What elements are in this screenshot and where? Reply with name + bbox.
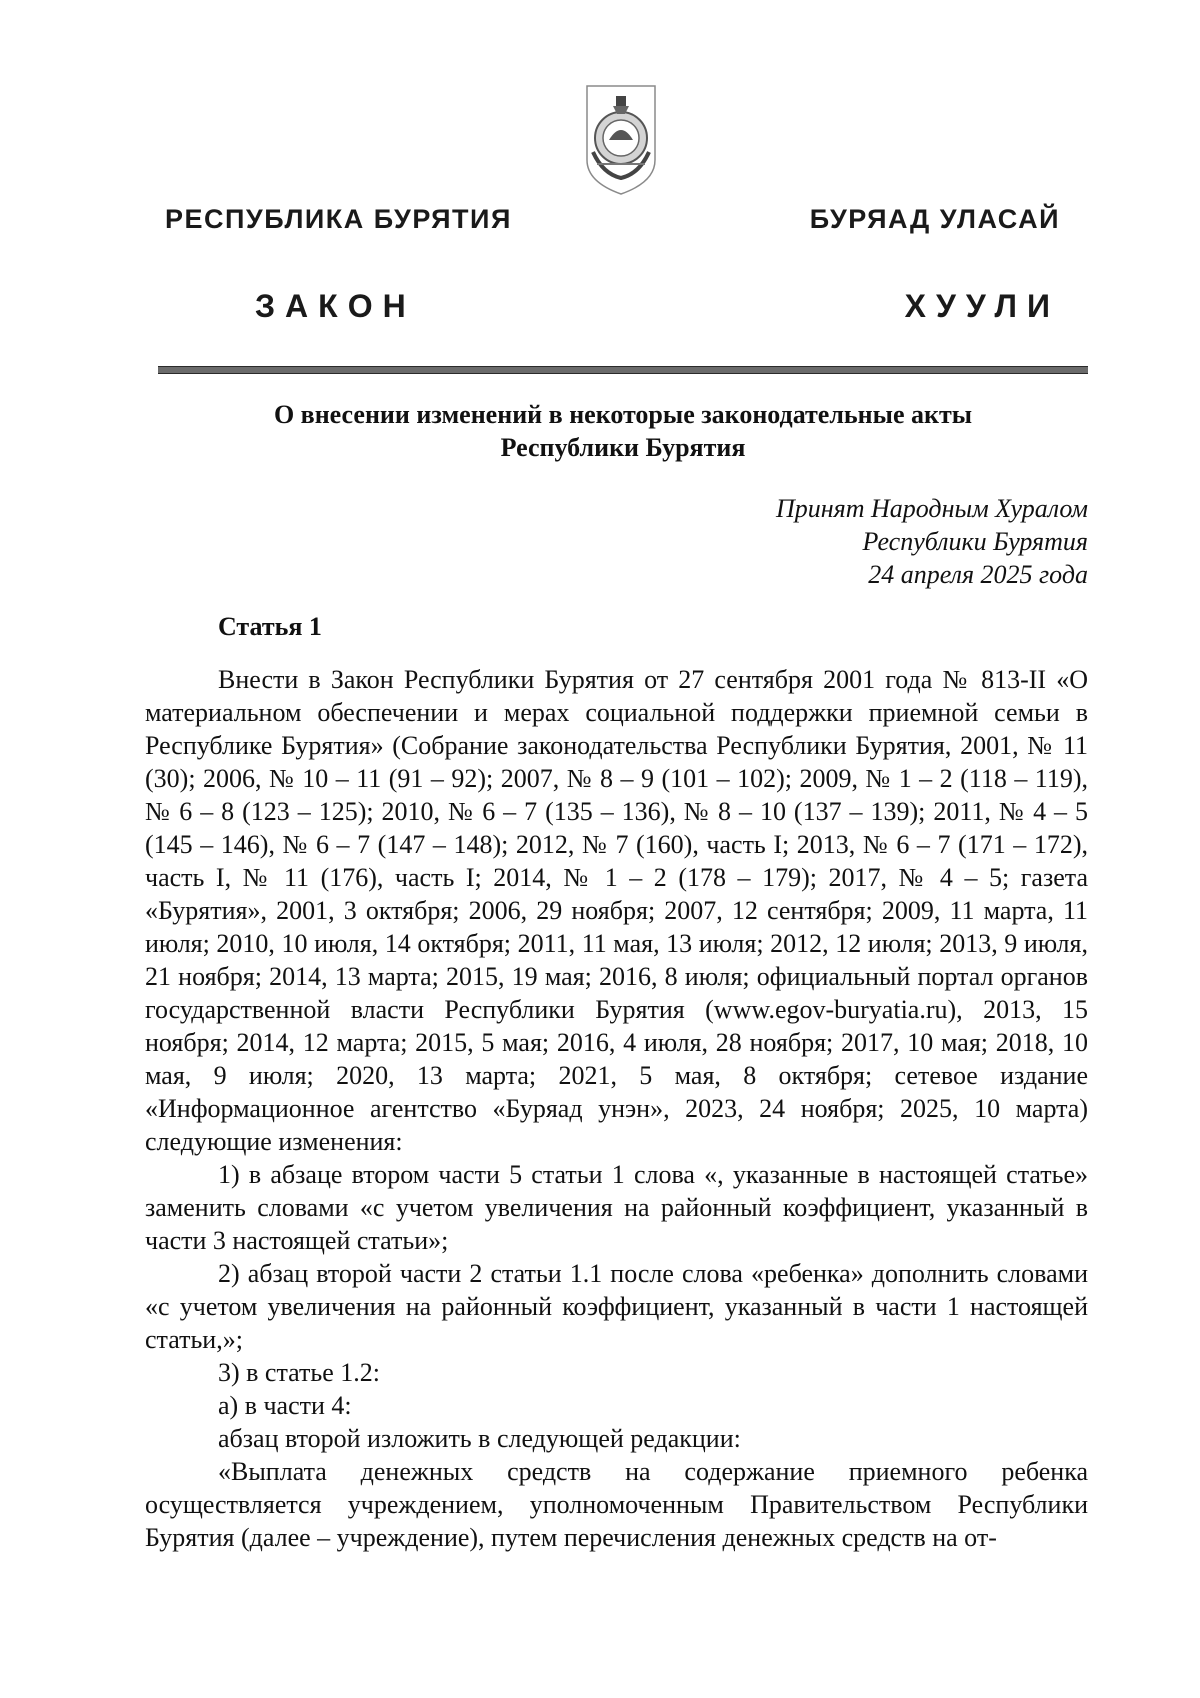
paragraph: 3) в статье 1.2: xyxy=(218,1358,381,1387)
header-divider xyxy=(158,366,1088,374)
republic-name-bua: БУРЯАД УЛАСАЙ xyxy=(809,204,1060,234)
paragraph: «Выплата денежных средств на содержание приемного ребенка осуществляется учреждением, уполномоченным Правительством Республики Бурятия (далее – учреждение), путем перечисления денежных средств на от- xyxy=(145,1457,1088,1552)
adoption-note xyxy=(776,492,1088,591)
article-body xyxy=(145,663,1088,1554)
republic-name-ru: РЕСПУБЛИКА БУРЯТИЯ xyxy=(165,204,512,234)
adoption-line: Принят Народным Хуралом xyxy=(775,494,1088,523)
paragraph: 1) в абзаце втором части 5 статьи 1 слова «, указанные в настоящей статье» заменить словами «с учетом увеличения на районный коэффициент, указанный в части 3 настоящей статьи»; xyxy=(145,1160,1088,1255)
law-heading-bua: ХУУЛИ xyxy=(904,288,1060,324)
article-heading: Статья 1 xyxy=(218,612,322,641)
law-title-line: О внесении изменений в некоторые законодательные акты xyxy=(273,400,973,429)
adoption-date: 24 апреля 2025 года xyxy=(868,560,1088,589)
law-heading-ru: ЗАКОН xyxy=(255,288,416,324)
paragraph: абзац второй изложить в следующей редакции: xyxy=(218,1424,741,1453)
paragraph: 2) абзац второй части 2 статьи 1.1 после слова «ребенка» дополнить словами «с учетом увеличения на районный коэффициент, указанный в части 1 настоящей статьи,»; xyxy=(145,1259,1088,1354)
paragraph: Внести в Закон Республики Бурятия от 27 сентября 2001 года № 813-II «О материальном обеспечении и мерах социальной поддержки приемной семьи в Республике Бурятия» (Собрание законодательства Республики Бурятия, 2001, № 11 (30); 2006, № 10 – 11 (91 – 92); 2007, № 8 – 9 (101 – 102); 2009, № 1 – 2 (118 – 119), № 6 – 8 (123 – 125); 2010, № 6 – 7 (135 – 136), № 8 – 10 (137 – 139); 2011, № 4 – 5 (145 – 146), № 6 – 7 (147 – 148); 2012, № 7 (160), часть I; 2013, № 6 – 7 (171 – 172), часть I, № 11 (176), часть I; 2014, № 1 – 2 (178 – 179); 2017, № 4 – 5; газета «Бурятия», 2001, 3 октября; 2006, 29 ноября; 2007, 12 сентября; 2009, 11 марта, 11 июля; 2010, 10 июля, 14 октября; 2011, 11 мая, 13 июля; 2012, 12 июля; 2013, 9 июля, 21 ноября; 2014, 13 марта; 2015, 19 мая; 2016, 8 июля; официальный портал органов государственной власти Республики Бурятия (www.egov-buryatia.ru), 2013, 15 ноября; 2014, 12 марта; 2015, 5 мая; 2016, 4 июля, 28 ноября; 2017, 10 мая; 2018, 10 мая, 9 июля; 2020, 13 марта; 2021, 5 мая, 8 октября; сетевое издание «Информационное агентство «Буряад унэн», 2023, 24 ноября; 2025, 10 марта) следующие изменения: xyxy=(145,665,1088,1156)
law-title-line: Республики Бурятия xyxy=(500,433,746,462)
law-title xyxy=(158,398,1088,464)
paragraph: а) в части 4: xyxy=(218,1391,352,1420)
adoption-line: Республики Бурятия xyxy=(862,527,1088,556)
coat-of-arms-icon xyxy=(583,82,659,198)
